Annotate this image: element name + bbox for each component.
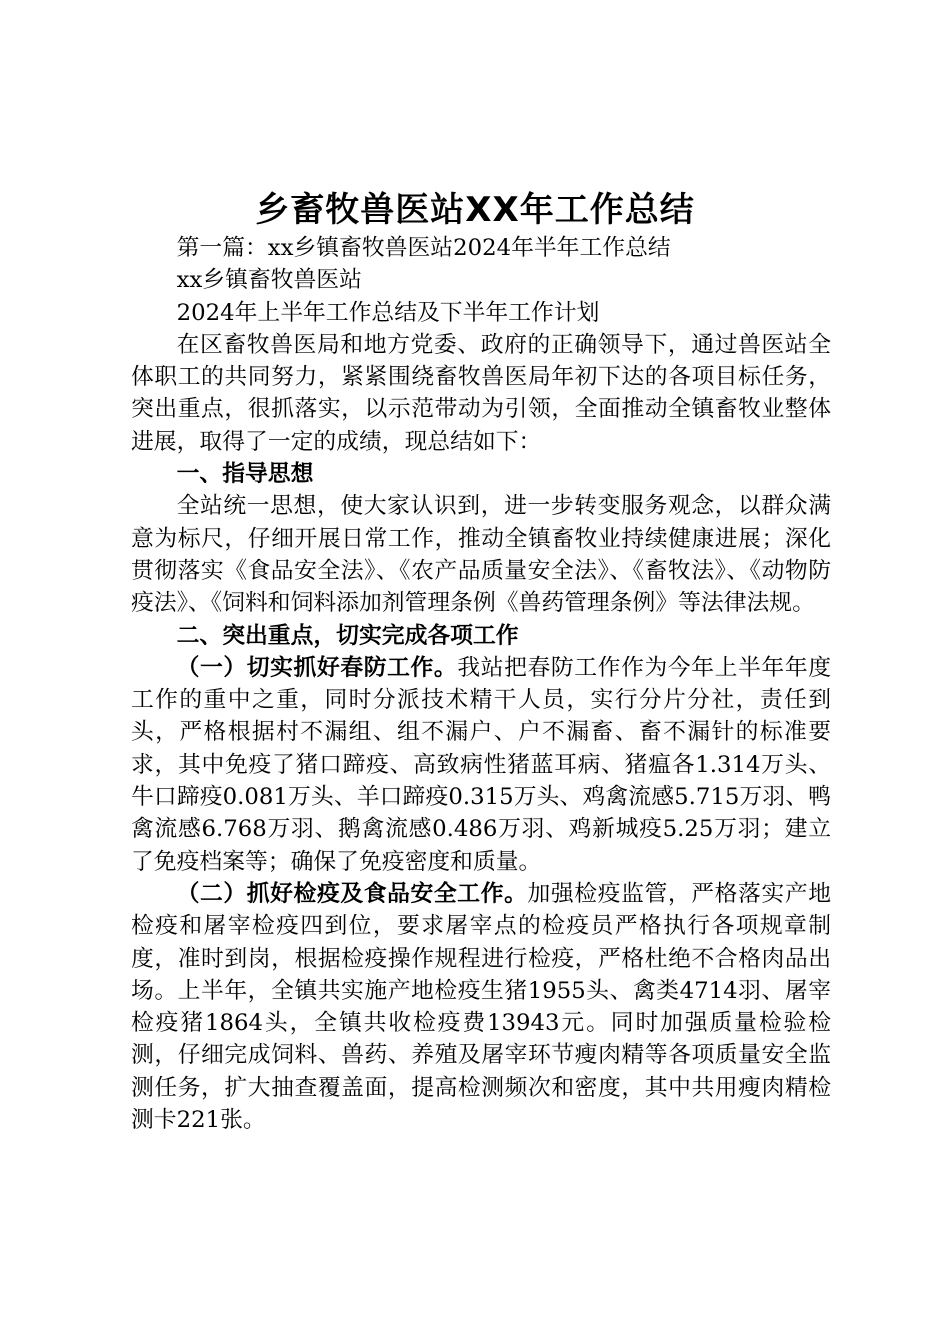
intro-paragraph: 在区畜牧兽医局和地方党委、政府的正确领导下，通过兽医站全体职工的共同努力，紧紧围绕畜牧兽医局年初下达的各项目标任务，突出重点，很抓落实，以示范带动为引领，全面推动全镇畜牧业整体进展，取得了一定的成绩，现总结如下： [131, 331, 831, 455]
section-heading-key-work: 二、突出重点，切实完成各项工作 [176, 622, 519, 649]
subtitle-report-name: 2024年上半年工作总结及下半年工作计划 [176, 299, 600, 326]
item-paragraph-spring-prevention [131, 652, 831, 878]
document-title: 乡畜牧兽医站XX年工作总结 [255, 190, 695, 230]
subtitle-organization: xx乡镇畜牧兽医站 [176, 267, 362, 294]
item-paragraph-quarantine [131, 878, 831, 1136]
section-heading-guiding-ideology: 一、指导思想 [176, 461, 314, 488]
item-lead-spring-prevention: （一）切实抓好春防工作。 [176, 654, 458, 681]
item-text-quarantine: 加强检疫监管，严格落实产地检疫和屠宰检疫四到位，要求屠宰点的检疫员严格执行各项规章制度，准时到岗，根据检疫操作规程进行检疫，严格杜绝不合格肉品出场。上半年，全镇共实施产地检疫生猪1955头、禽类4714羽、屠宰检疫猪1864头，全镇共收检疫费13943元。同时加强质量检验检测，仔细完成饲料、兽药、养殖及屠宰环节瘦肉精等各项质量安全监测任务，扩大抽查覆盖面，提高检测频次和密度，其中共用瘦肉精检测卡221张。 [131, 880, 832, 1134]
section-paragraph-guiding-ideology: 全站统一思想，使大家认识到，进一步转变服务观念，以群众满意为标尺，仔细开展日常工作，推动全镇畜牧业持续健康进展；深化贯彻落实《食品安全法》、《农产品质量安全法》、《畜牧法》、《动物防疫法》、《饲料和饲料添加剂管理条例《兽药管理条例》等法律法规。 [131, 493, 831, 617]
item-lead-quarantine: （二）抓好检疫及食品安全工作。 [176, 880, 528, 907]
subtitle-chapter: 第一篇：xx乡镇畜牧兽医站2024年半年工作总结 [176, 235, 671, 261]
document-body [131, 232, 831, 1136]
item-text-spring-prevention: 我站把春防工作作为今年上半年年度工作的重中之重，同时分派技术精干人员，实行分片分社，责任到头，严格根据村不漏组、组不漏户、户不漏畜、畜不漏针的标准要求，其中免疫了猪口蹄疫、高致病性猪蓝耳病、猪瘟各1.314万头、牛口蹄疫0.081万头、羊口蹄疫0.315万头、鸡禽流感5.715万羽、鸭禽流感6.768万羽、鹅禽流感0.486万羽、鸡新城疫5.25万羽；建立了免疫档案等；确保了免疫密度和质量。 [131, 654, 832, 875]
